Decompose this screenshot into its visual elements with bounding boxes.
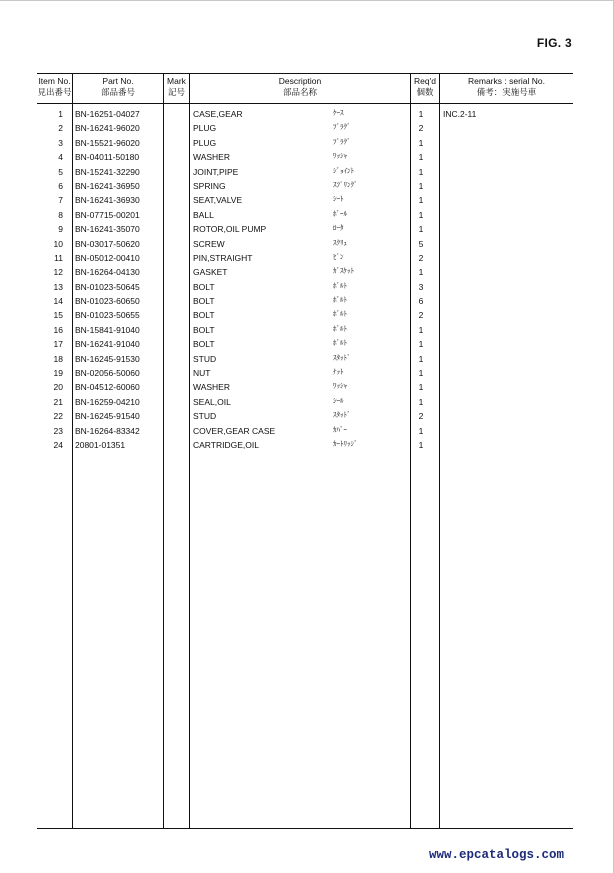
table-row xyxy=(37,150,573,164)
quantity: 1 xyxy=(418,209,424,220)
description: COVER,GEAR CASE xyxy=(193,425,276,436)
header-part-no-en: Part No. xyxy=(102,76,134,86)
description-jp: ｽﾀｯﾄﾞ xyxy=(333,354,351,362)
part-number: BN-16264-04130 xyxy=(75,267,140,278)
part-number: BN-05012-00410 xyxy=(75,252,140,263)
item-number: 14 xyxy=(53,296,63,307)
description-jp: ｼﾞｮｲﾝﾄ xyxy=(333,167,354,175)
item-number: 20 xyxy=(53,382,63,393)
table-row xyxy=(37,251,573,265)
description: PLUG xyxy=(193,123,217,134)
figure-title: FIG. 3 xyxy=(536,36,572,50)
description-jp: ｼｰﾄ xyxy=(333,196,344,204)
part-number: BN-16251-04027 xyxy=(75,109,140,119)
part-number: BN-16241-36950 xyxy=(75,180,140,191)
header-part-no xyxy=(73,76,163,98)
table-row xyxy=(37,107,573,121)
item-number: 5 xyxy=(58,166,63,177)
quantity: 1 xyxy=(418,152,424,163)
quantity: 1 xyxy=(418,180,424,191)
item-number: 10 xyxy=(53,238,63,249)
header-remarks-en: Remarks : serial No. xyxy=(468,76,545,86)
description-jp: ｶﾊﾞｰ xyxy=(333,426,347,434)
table-row xyxy=(37,409,573,423)
description-jp: ﾛｰﾀ xyxy=(333,225,344,233)
quantity: 1 xyxy=(418,425,424,436)
quantity: 1 xyxy=(418,324,424,335)
item-number: 22 xyxy=(53,411,63,422)
part-number: BN-01023-50645 xyxy=(75,281,140,292)
item-number: 4 xyxy=(58,152,63,163)
table-row xyxy=(37,136,573,150)
quantity: 1 xyxy=(418,382,424,393)
header-reqd-jp: 個数 xyxy=(416,87,434,97)
quantity: 2 xyxy=(418,310,424,321)
description-jp: ｼｰﾙ xyxy=(333,397,344,405)
table-row xyxy=(37,179,573,193)
description: BOLT xyxy=(193,281,215,292)
part-number: BN-04512-60060 xyxy=(75,382,140,393)
description-jp: ﾜｯｼｬ xyxy=(333,383,347,391)
quantity: 5 xyxy=(418,238,424,249)
quantity: 1 xyxy=(418,368,424,379)
part-number: BN-16245-91530 xyxy=(75,353,140,364)
quantity: 1 xyxy=(418,267,424,278)
quantity: 6 xyxy=(418,296,424,307)
description: NUT xyxy=(193,368,211,379)
part-number: 20801-01351 xyxy=(75,439,126,450)
parts-table xyxy=(37,73,573,829)
quantity: 1 xyxy=(418,224,424,235)
description-jp: ﾎﾞﾙﾄ xyxy=(333,325,347,333)
table-top-rule xyxy=(37,73,573,74)
quantity: 1 xyxy=(418,439,424,450)
part-number: BN-01023-60650 xyxy=(75,296,140,307)
part-number: BN-02056-50060 xyxy=(75,368,140,379)
part-number: BN-01023-50655 xyxy=(75,310,140,321)
description-jp: ﾋﾟﾝ xyxy=(333,253,344,261)
item-number: 15 xyxy=(53,310,63,321)
quantity: 1 xyxy=(418,195,424,206)
description-jp: ﾌﾟﾗｸﾞ xyxy=(333,124,351,132)
header-reqd xyxy=(411,76,439,98)
description: ROTOR,OIL PUMP xyxy=(193,224,267,235)
item-number: 18 xyxy=(53,353,63,364)
part-number: BN-16245-91540 xyxy=(75,411,140,422)
item-number: 13 xyxy=(53,281,63,292)
item-number: 19 xyxy=(53,368,63,379)
description: SPRING xyxy=(193,180,226,191)
table-row xyxy=(37,121,573,135)
header-item-no-en: Item No. xyxy=(38,76,71,86)
parts-rows xyxy=(37,107,573,452)
description: PLUG xyxy=(193,137,217,148)
item-number: 17 xyxy=(53,339,63,350)
header-item-no-jp: 見出番号 xyxy=(37,87,72,97)
description: STUD xyxy=(193,411,217,422)
description: SEAT,VALVE xyxy=(193,195,243,206)
description: STUD xyxy=(193,353,217,364)
header-description-en: Description xyxy=(278,76,322,86)
part-number: BN-16241-36930 xyxy=(75,195,140,206)
description-jp: ﾎﾞｰﾙ xyxy=(333,210,347,218)
description-jp: ｶｰﾄﾘｯｼﾞ xyxy=(333,440,358,448)
description: WASHER xyxy=(193,382,230,393)
part-number: BN-15241-32290 xyxy=(75,166,140,177)
quantity: 2 xyxy=(418,123,424,134)
part-number: BN-07715-00201 xyxy=(75,209,140,220)
description-jp: ｹｰｽ xyxy=(333,110,344,117)
header-mark-jp: 記号 xyxy=(167,87,185,97)
description-jp: ｽｸﾘｭ xyxy=(333,239,347,247)
description: SCREW xyxy=(193,238,225,249)
description-jp: ﾎﾞﾙﾄ xyxy=(333,297,347,305)
quantity: 2 xyxy=(418,252,424,263)
table-row xyxy=(37,366,573,380)
header-description-jp: 部品名称 xyxy=(282,87,317,97)
description-jp: ｽﾀｯﾄﾞ xyxy=(333,412,351,420)
part-number: BN-04011-50180 xyxy=(75,152,140,163)
item-number: 11 xyxy=(54,252,63,263)
quantity: 1 xyxy=(418,137,424,148)
table-row xyxy=(37,308,573,322)
table-row xyxy=(37,208,573,222)
table-row xyxy=(37,237,573,251)
description: PIN,STRAIGHT xyxy=(193,252,253,263)
quantity: 1 xyxy=(418,353,424,364)
item-number: 3 xyxy=(58,137,63,148)
header-remarks-jp: 備考：実施号車 xyxy=(476,87,537,97)
description: JOINT,PIPE xyxy=(193,166,239,177)
description-jp: ﾎﾞﾙﾄ xyxy=(333,282,347,290)
part-number: BN-16264-83342 xyxy=(75,425,140,436)
item-number: 23 xyxy=(53,425,63,436)
header-reqd-en: Req'd xyxy=(414,76,436,86)
quantity: 1 xyxy=(418,109,424,119)
description-jp: ﾎﾞﾙﾄ xyxy=(333,311,347,319)
part-number: BN-15521-96020 xyxy=(75,137,140,148)
description: BOLT xyxy=(193,324,215,335)
description: WASHER xyxy=(193,152,230,163)
item-number: 8 xyxy=(58,209,63,220)
header-part-no-jp: 部品番号 xyxy=(100,87,135,97)
item-number: 2 xyxy=(58,123,63,134)
item-number: 12 xyxy=(53,267,63,278)
part-number: BN-16259-04210 xyxy=(75,396,140,407)
header-description xyxy=(190,76,410,98)
part-number: BN-16241-91040 xyxy=(75,339,140,350)
table-row xyxy=(37,438,573,452)
remarks: INC.2-11 xyxy=(443,109,477,119)
quantity: 1 xyxy=(418,396,424,407)
item-number: 6 xyxy=(58,180,63,191)
table-row xyxy=(37,165,573,179)
table-row xyxy=(37,424,573,438)
table-row xyxy=(37,395,573,409)
header-item-no xyxy=(37,76,72,98)
quantity: 2 xyxy=(418,411,424,422)
header-remarks xyxy=(440,76,573,98)
quantity: 3 xyxy=(418,281,424,292)
page-border-top xyxy=(0,0,614,1)
item-number: 7 xyxy=(58,195,63,206)
table-row xyxy=(37,193,573,207)
watermark-url: www.epcatalogs.com xyxy=(428,848,564,862)
description: GASKET xyxy=(193,267,228,278)
item-number: 16 xyxy=(53,324,63,335)
description: BOLT xyxy=(193,339,215,350)
part-number: BN-16241-35070 xyxy=(75,224,140,235)
table-row xyxy=(37,222,573,236)
quantity: 1 xyxy=(418,339,424,350)
description-jp: ﾌﾟﾗｸﾞ xyxy=(333,138,351,146)
description-jp: ﾎﾞﾙﾄ xyxy=(333,340,347,348)
table-row xyxy=(37,337,573,351)
header-mark xyxy=(164,76,189,98)
quantity: 1 xyxy=(418,166,424,177)
table-row xyxy=(37,352,573,366)
description: BALL xyxy=(193,209,214,220)
description: SEAL,OIL xyxy=(193,396,231,407)
description-jp: ﾜｯｼｬ xyxy=(333,153,347,161)
description: CASE,GEAR xyxy=(193,109,243,119)
description-jp: ｽﾌﾟﾘﾝｸﾞ xyxy=(333,181,358,189)
part-number: BN-16241-96020 xyxy=(75,123,140,134)
description-jp: ﾅｯﾄ xyxy=(333,369,344,377)
table-row xyxy=(37,323,573,337)
table-row xyxy=(37,294,573,308)
header-bottom-rule xyxy=(37,103,573,104)
header-mark-en: Mark xyxy=(167,76,186,86)
description: BOLT xyxy=(193,296,215,307)
item-number: 21 xyxy=(53,396,63,407)
description: BOLT xyxy=(193,310,215,321)
table-row xyxy=(37,380,573,394)
table-bottom-rule xyxy=(37,828,573,829)
table-row xyxy=(37,280,573,294)
item-number: 24 xyxy=(53,439,63,450)
description: CARTRIDGE,OIL xyxy=(193,439,259,450)
item-number: 9 xyxy=(58,224,63,235)
table-row xyxy=(37,265,573,279)
part-number: BN-15841-91040 xyxy=(75,324,140,335)
description-jp: ｶﾞｽｹｯﾄ xyxy=(333,268,354,276)
item-number: 1 xyxy=(58,109,63,119)
part-number: BN-03017-50620 xyxy=(75,238,140,249)
